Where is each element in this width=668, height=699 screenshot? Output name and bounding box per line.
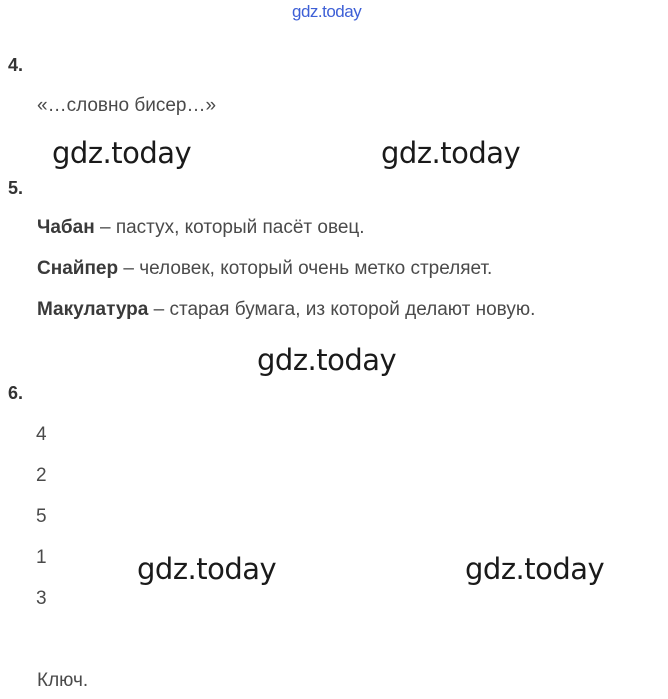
definition-line xyxy=(37,217,365,239)
definition-dash: – xyxy=(148,299,170,320)
task-4-number: 4. xyxy=(8,55,24,75)
header-watermark: gdz.today xyxy=(292,2,362,21)
definition-dash: – xyxy=(94,217,116,238)
definition-text: пастух, который пасёт овец. xyxy=(115,217,365,238)
definition-term: Макулатура xyxy=(37,299,149,320)
definition-term: Снайпер xyxy=(37,258,119,279)
definition-line xyxy=(37,258,492,280)
sequence-digit: 1 xyxy=(36,547,47,568)
sequence-digit: 2 xyxy=(36,465,47,486)
definition-term: Чабан xyxy=(37,217,95,238)
watermark: gdz.today xyxy=(257,343,397,377)
task-6-number: 6. xyxy=(8,383,24,403)
watermark: gdz.today xyxy=(465,552,605,586)
sequence-digit: 3 xyxy=(36,588,47,609)
watermark: gdz.today xyxy=(52,136,192,170)
definition-line xyxy=(37,299,535,321)
task-4-quote: «…словно бисер…» xyxy=(37,95,217,116)
watermark: gdz.today xyxy=(381,136,521,170)
task-5-number: 5. xyxy=(8,178,24,198)
sequence-digit: 5 xyxy=(36,506,47,527)
definition-dash: – xyxy=(118,258,140,279)
answer-text: Ключ. xyxy=(37,670,89,691)
definition-text: старая бумага, из которой делают новую. xyxy=(169,299,536,320)
watermark: gdz.today xyxy=(137,552,277,586)
sequence-digit: 4 xyxy=(36,424,47,445)
definition-text: человек, который очень метко стреляет. xyxy=(139,258,493,279)
